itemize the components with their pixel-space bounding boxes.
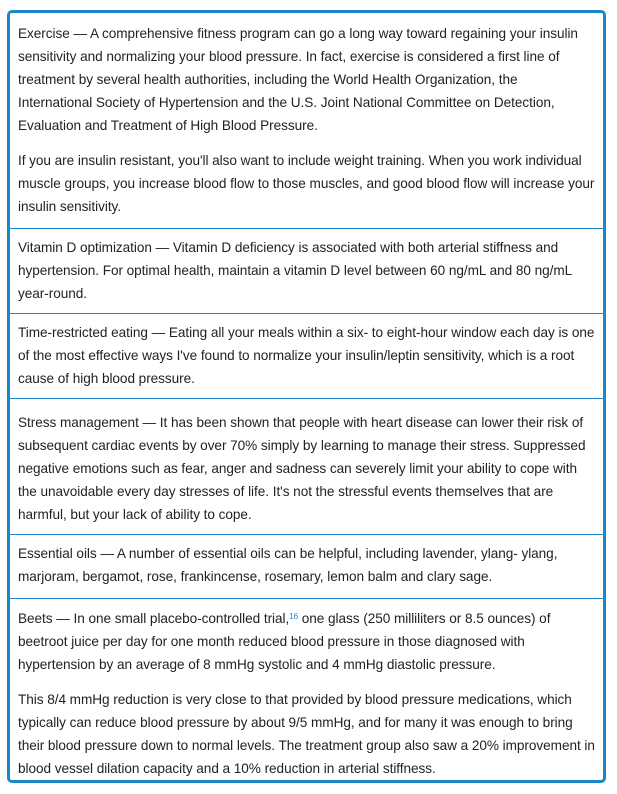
- reference-link-16[interactable]: 16: [289, 612, 299, 621]
- section-exercise: [10, 13, 603, 229]
- vitamin-d-paragraph: Vitamin D optimization — Vitamin D deficiency is associated with both arterial stiffness and hypertension. For optimal health, maintain a vitamin D level between 60 ng/mL and 80 ng/mL year-round.: [18, 240, 572, 301]
- section-beets: [10, 599, 603, 783]
- stress-paragraph: Stress management — It has been shown that people with heart disease can lower their risk of subsequent cardiac events by over 70% simply by learning to manage their stress. Suppressed negative emotions such as fear, anger and sadness can severely limit your ability to cope with the unavoidable every day stresses of life. It's not the stressful events themselves that are harmful, but your lack of ability to cope.: [18, 415, 586, 522]
- time-restricted-paragraph: Time-restricted eating — Eating all your meals within a six- to eight-hour window each day is one of the most effective ways I've found to normalize your insulin/leptin sensitivity, which is a root cause of high blood pressure.: [18, 325, 595, 386]
- content-table: [7, 10, 606, 783]
- exercise-paragraph-1: Exercise — A comprehensive fitness program can go a long way toward regaining your insulin sensitivity and normalizing your blood pressure. In fact, exercise is considered a first line of treatment by several health authorities, including the World Health Organization, the International Society of Hypertension and the U.S. Joint National Committee on Detection, Evaluation and Treatment of High Blood Pressure.: [18, 26, 578, 133]
- oils-paragraph: Essential oils — A number of essential oils can be helpful, including lavender, ylang- ylang, marjoram, bergamot, rose, frankincense, rosemary, lemon balm and clary sage.: [18, 546, 558, 584]
- beets-paragraph-1: [18, 607, 595, 676]
- beets-paragraph-2: This 8/4 mmHg reduction is very close to that provided by blood pressure medications, which typically can reduce blood pressure by about 9/5 mmHg, and for many it was enough to bring their blood pressure down to normal levels. The treatment group also saw a 20% improvement in blood vessel dilation capacity and a 10% reduction in arterial stiffness.: [18, 692, 595, 776]
- section-essential-oils: [10, 535, 603, 599]
- section-time-restricted-eating: [10, 314, 603, 399]
- section-vitamin-d: [10, 229, 603, 314]
- exercise-paragraph-2: If you are insulin resistant, you'll also want to include weight training. When you work individual muscle groups, you increase blood flow to those muscles, and good blood flow will increase your insulin sensitivity.: [18, 153, 595, 214]
- beets-paragraph-1-start: Beets — In one small placebo-controlled trial,: [18, 611, 290, 626]
- section-stress-management: [10, 399, 603, 535]
- beets-paragraph-1-end: one glass (250 milliliters or 8.5 ounces) of beetroot juice per day for one month reduced blood pressure in those diagnosed with hypertension by an average of 8 mmHg systolic and 4 mmHg diastolic pressure.: [18, 611, 551, 672]
